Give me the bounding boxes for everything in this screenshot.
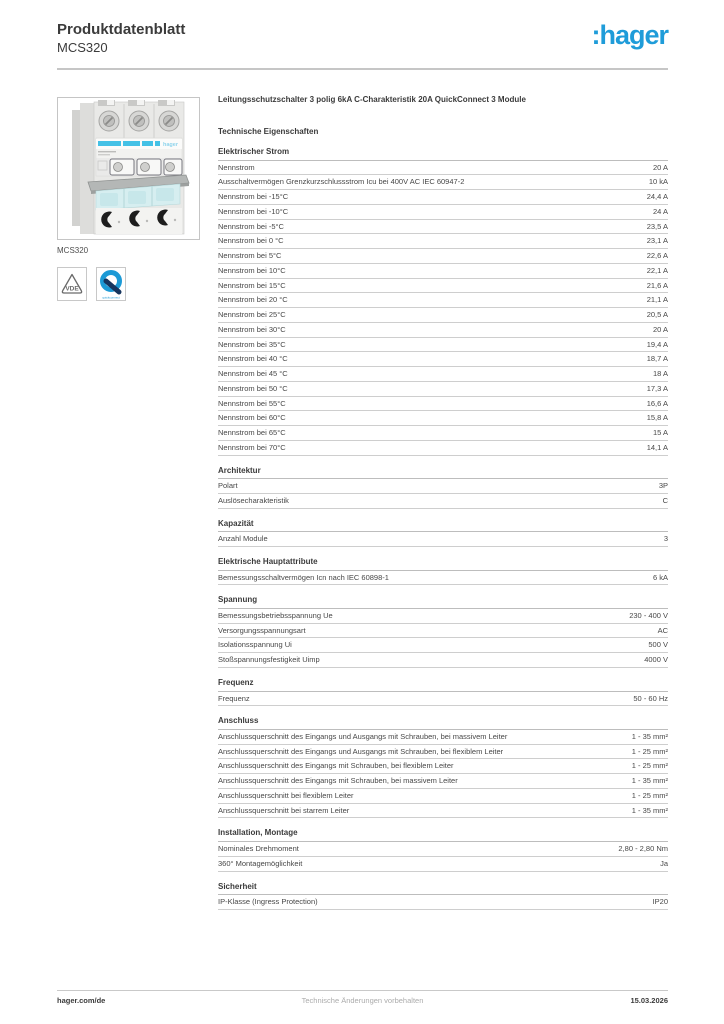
image-brand-label: hager — [163, 142, 178, 148]
spec-section-title: Frequenz — [218, 678, 668, 692]
spec-row — [218, 249, 668, 264]
spec-value: Ja — [660, 858, 668, 868]
spec-row — [218, 479, 668, 494]
spec-section-title: Anschluss — [218, 716, 668, 730]
spec-value: 18 A — [652, 369, 668, 379]
spec-section — [218, 678, 668, 706]
spec-section — [218, 716, 668, 818]
spec-section — [218, 466, 668, 509]
spec-label: Polart — [218, 481, 238, 491]
hager-logo: :hager — [591, 20, 668, 50]
spec-value: 500 V — [648, 640, 668, 650]
spec-row — [218, 638, 668, 653]
spec-value: 230 - 400 V — [629, 610, 668, 620]
spec-label: Nennstrom bei 70°C — [218, 442, 286, 452]
spec-row — [218, 411, 668, 426]
footer-date: 15.03.2026 — [630, 996, 668, 1005]
spec-label: Nennstrom bei 65°C — [218, 428, 286, 438]
spec-label: Anschlussquerschnitt bei flexiblem Leiter — [218, 790, 354, 800]
spec-row — [218, 804, 668, 819]
vde-mark-badge — [57, 267, 87, 301]
spec-row — [218, 279, 668, 294]
spec-label: Frequenz — [218, 693, 250, 703]
spec-section-title: Kapazität — [218, 519, 668, 533]
spec-label: Anschlussquerschnitt des Eingangs und Ausgangs mit Schrauben, bei massivem Leiter — [218, 731, 508, 741]
spec-value: 22,1 A — [646, 265, 668, 275]
spec-value: 21,6 A — [646, 280, 668, 290]
spec-row — [218, 730, 668, 745]
spec-label: 360° Montagemöglichkeit — [218, 858, 303, 868]
spec-value: 1 - 35 mm² — [631, 731, 668, 741]
spec-value: 18,7 A — [646, 354, 668, 364]
spec-row — [218, 745, 668, 760]
spec-label: Nennstrom bei 0 °C — [218, 236, 284, 246]
spec-section — [218, 828, 668, 871]
spec-label: Stoßspannungsfestigkeit Uimp — [218, 655, 320, 665]
quickconnect-badge — [96, 267, 126, 301]
spec-value: 4000 V — [644, 655, 668, 665]
product-description: Leitungsschutzschalter 3 polig 6kA C-Charakteristik 20A QuickConnect 3 Module — [218, 95, 526, 104]
quickconnect-label: quickconnect — [102, 295, 120, 300]
spec-label: Nennstrom bei -10°C — [218, 206, 289, 216]
spec-label: Nennstrom bei 35°C — [218, 339, 286, 349]
footer-divider — [57, 990, 668, 991]
spec-label: Versorgungsspannungsart — [218, 625, 306, 635]
spec-section — [218, 595, 668, 668]
spec-value: 6 kA — [652, 572, 668, 582]
spec-row — [218, 494, 668, 509]
header — [57, 21, 668, 57]
spec-label: Isolationsspannung Ui — [218, 640, 292, 650]
spec-section-title: Elektrische Hauptattribute — [218, 557, 668, 571]
spec-label: Anschlussquerschnitt des Eingangs und Ausgangs mit Schrauben, bei flexiblem Leiter — [218, 746, 504, 756]
spec-label: Nennstrom bei 55°C — [218, 398, 286, 408]
spec-label: Nennstrom bei 20 °C — [218, 295, 288, 305]
spec-value: 20,5 A — [646, 310, 668, 320]
spec-value: 50 - 60 Hz — [633, 693, 668, 703]
header-divider — [57, 68, 668, 70]
spec-label: Nennstrom bei 10°C — [218, 265, 286, 275]
spec-value: 1 - 25 mm² — [631, 790, 668, 800]
spec-value: 20 A — [652, 162, 668, 172]
spec-row — [218, 220, 668, 235]
spec-row — [218, 441, 668, 456]
spec-value: 24,4 A — [646, 192, 668, 202]
spec-value: 14,1 A — [646, 442, 668, 452]
product-image — [57, 97, 200, 240]
spec-label: Nennstrom bei 25°C — [218, 310, 286, 320]
spec-value: C — [662, 495, 668, 505]
spec-label: IP-Klasse (Ingress Protection) — [218, 897, 318, 907]
quickconnect-icon — [97, 268, 125, 300]
footer-website-link[interactable]: hager.com/de — [57, 996, 106, 1005]
spec-value: 22,6 A — [646, 251, 668, 261]
spec-section-title: Spannung — [218, 595, 668, 609]
spec-section — [218, 147, 668, 456]
spec-row — [218, 895, 668, 910]
spec-row — [218, 234, 668, 249]
spec-row — [218, 308, 668, 323]
page-title: Produktdatenblatt — [57, 21, 186, 38]
spec-section-title: Sicherheit — [218, 882, 668, 896]
spec-row — [218, 759, 668, 774]
spec-row — [218, 352, 668, 367]
spec-row — [218, 293, 668, 308]
spec-label: Anschlussquerschnitt des Eingangs mit Schrauben, bei massivem Leiter — [218, 776, 458, 786]
spec-sections — [218, 147, 668, 910]
spec-label: Nennstrom bei 60°C — [218, 413, 286, 423]
product-reference: MCS320 — [57, 39, 108, 55]
spec-row — [218, 323, 668, 338]
spec-row — [218, 774, 668, 789]
spec-row — [218, 857, 668, 872]
spec-row — [218, 264, 668, 279]
spec-label: Bemessungsbetriebsspannung Ue — [218, 610, 333, 620]
image-caption: MCS320 — [57, 246, 89, 255]
spec-row — [218, 789, 668, 804]
spec-section — [218, 882, 668, 910]
spec-value: 23,1 A — [646, 236, 668, 246]
spec-section-title: Architektur — [218, 466, 668, 480]
spec-row — [218, 338, 668, 353]
spec-value: 21,1 A — [646, 295, 668, 305]
spec-row — [218, 653, 668, 668]
spec-value: 23,5 A — [646, 221, 668, 231]
spec-row — [218, 382, 668, 397]
spec-value: 15,8 A — [646, 413, 668, 423]
spec-label: Nennstrom bei 50 °C — [218, 383, 288, 393]
spec-row — [218, 571, 668, 586]
spec-value: 3P — [658, 481, 668, 491]
spec-value: 24 A — [652, 206, 668, 216]
spec-value: IP20 — [652, 897, 668, 907]
spec-label: Nennstrom bei 30°C — [218, 324, 286, 334]
spec-value: 20 A — [652, 324, 668, 334]
spec-row — [218, 624, 668, 639]
spec-label: Nominales Drehmoment — [218, 844, 299, 853]
footer — [57, 996, 668, 1010]
specs-heading: Technische Eigenschaften — [218, 127, 319, 136]
certification-badges — [57, 267, 200, 301]
spec-row — [218, 692, 668, 707]
circuit-breaker-illustration — [58, 98, 199, 239]
spec-value: 15 A — [652, 428, 668, 438]
spec-label: Bemessungsschaltvermögen Icn nach IEC 60898-1 — [218, 572, 389, 582]
spec-row — [218, 367, 668, 382]
spec-row — [218, 397, 668, 412]
spec-value: 10 kA — [648, 177, 668, 187]
spec-row — [218, 205, 668, 220]
spec-label: Nennstrom bei -15°C — [218, 192, 289, 202]
spec-value: 3 — [663, 534, 668, 544]
spec-value: 1 - 35 mm² — [631, 805, 668, 815]
spec-value: AC — [657, 625, 668, 635]
spec-column — [218, 95, 668, 910]
spec-label: Nennstrom bei -5°C — [218, 221, 284, 231]
spec-label: Nennstrom bei 15°C — [218, 280, 286, 290]
spec-value: 1 - 35 mm² — [631, 776, 668, 786]
spec-label: Nennstrom — [218, 162, 255, 172]
spec-label: Nennstrom bei 45 °C — [218, 369, 288, 379]
vde-mark-label: VDE — [65, 285, 79, 293]
spec-label: Anschlussquerschnitt bei starrem Leiter — [218, 805, 350, 815]
spec-section-title: Installation, Montage — [218, 828, 668, 842]
spec-value: 2,80 - 2,80 Nm — [618, 844, 668, 853]
spec-label: Nennstrom bei 5°C — [218, 251, 282, 261]
spec-value: 1 - 25 mm² — [631, 746, 668, 756]
spec-value: 17,3 A — [646, 383, 668, 393]
spec-row — [218, 161, 668, 176]
left-column — [57, 97, 200, 301]
spec-value: 19,4 A — [646, 339, 668, 349]
spec-row — [218, 532, 668, 547]
spec-row — [218, 842, 668, 857]
spec-section — [218, 519, 668, 547]
spec-row — [218, 190, 668, 205]
spec-row — [218, 426, 668, 441]
spec-label: Anschlussquerschnitt des Eingangs mit Schrauben, bei flexiblem Leiter — [218, 761, 454, 771]
spec-label: Nennstrom bei 40 °C — [218, 354, 288, 364]
spec-row — [218, 175, 668, 190]
spec-label: Anzahl Module — [218, 534, 268, 544]
spec-section-title: Elektrischer Strom — [218, 147, 668, 161]
spec-label: Ausschaltvermögen Grenzkurzschlussstrom Icu bei 400V AC IEC 60947-2 — [218, 177, 465, 187]
spec-value: 16,6 A — [646, 398, 668, 408]
vde-mark-icon — [58, 268, 86, 300]
spec-value: 1 - 25 mm² — [631, 761, 668, 771]
spec-label: Auslösecharakteristik — [218, 495, 289, 505]
spec-row — [218, 609, 668, 624]
footer-disclaimer: Technische Änderungen vorbehalten — [301, 996, 424, 1005]
spec-section — [218, 557, 668, 585]
